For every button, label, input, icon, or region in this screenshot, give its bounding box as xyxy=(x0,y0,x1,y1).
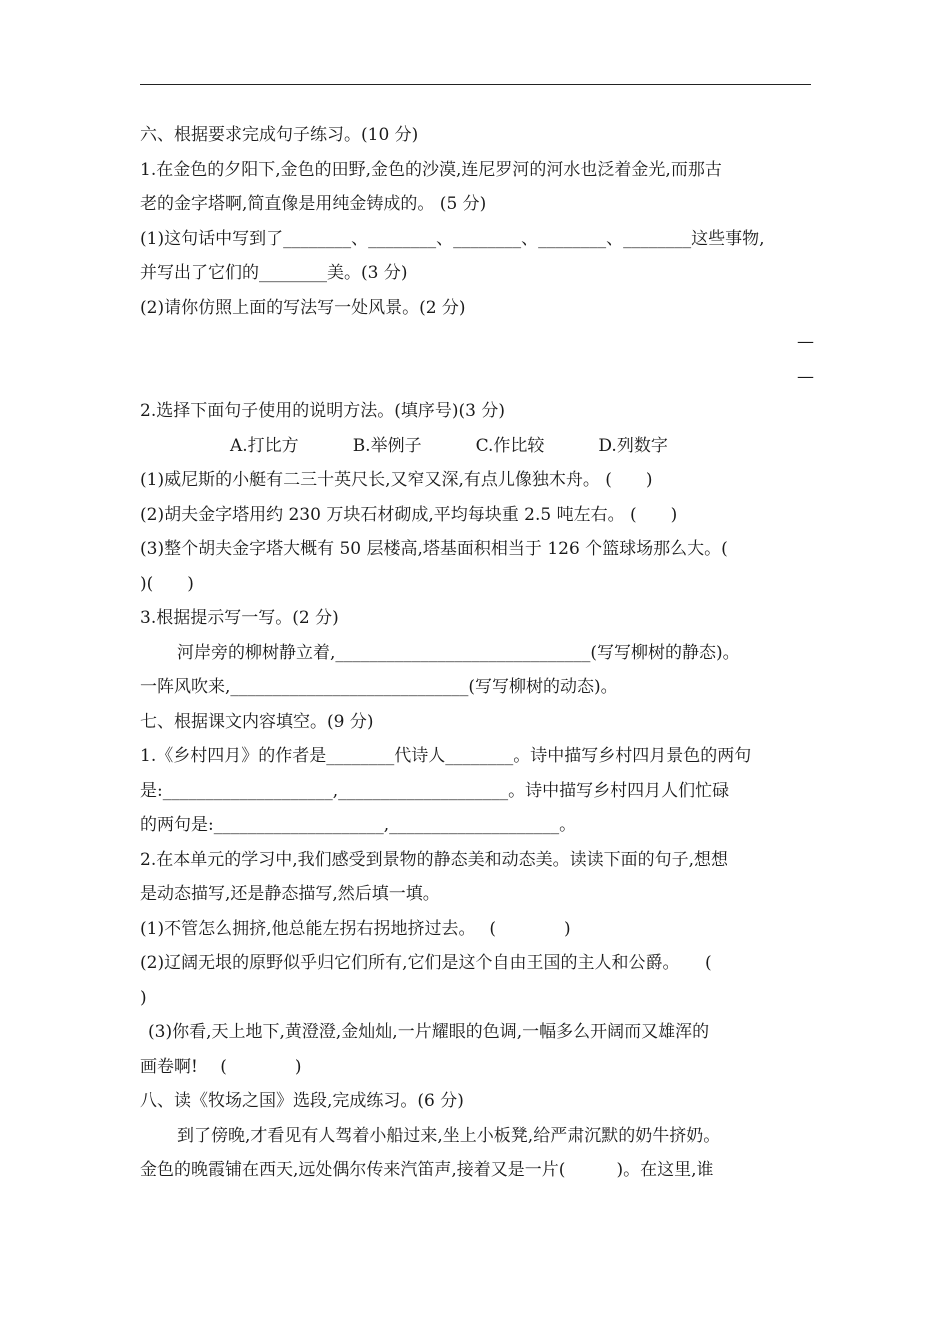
q2-item1: (1)威尼斯的小艇有二三十英尺长,又窄又深,有点儿像独木舟。 ( ) xyxy=(140,470,653,490)
option-a: A.打比方 xyxy=(230,435,299,456)
answer-blank-row-1 xyxy=(140,325,812,360)
option-b: B.举例子 xyxy=(352,435,422,456)
q2-item3-line2: )( ) xyxy=(140,573,194,594)
worksheet-body xyxy=(140,118,812,1188)
s7-q2-item2-line1: (2)辽阔无垠的原野似乎归它们所有,它们是这个自由王国的主人和公爵。 ( xyxy=(140,953,712,973)
section-7-title: 七、根据课文内容填空。(9 分) xyxy=(140,711,374,732)
option-c: C.作比较 xyxy=(475,435,545,456)
section-6-title: 六、根据要求完成句子练习。(10 分) xyxy=(140,125,419,145)
s7-q1-line1: 1.《乡村四月》的作者是________代诗人________。诗中描写乡村四月景色的两句 xyxy=(140,746,752,766)
q2-item3-line1: (3)整个胡夫金字塔大概有 50 层楼高,塔基面积相当于 126 个篮球场那么大。( xyxy=(140,539,728,559)
answer-line-end-2: — xyxy=(797,366,814,387)
s7-q1-line3: 的两句是:____________________,____________________。 xyxy=(140,815,577,835)
q2-item2: (2)胡夫金字塔用约 230 万块石材砌成,平均每块重 2.5 吨左右。 ( ) xyxy=(140,504,678,525)
s7-q2-item3-line1: (3)你看,天上地下,黄澄澄,金灿灿,一片耀眼的色调,一幅多么开阔而又雄浑的 xyxy=(148,1022,710,1042)
q1-sub2: (2)请你仿照上面的写法写一处风景。(2 分) xyxy=(140,297,466,318)
q3-title: 3.根据提示写一写。(2 分) xyxy=(140,608,339,628)
s7-q2-item1: (1)不管怎么拥挤,他总能左拐右拐地挤过去。 ( ) xyxy=(140,918,571,939)
q1-sub1-line1: (1)这句话中写到了________、________、________、________、________这些事物, xyxy=(140,228,765,249)
s7-q2-item3-line2: 画卷啊! ( ) xyxy=(140,1056,302,1077)
q1-sub1-line2: 并写出了它们的________美。(3 分) xyxy=(140,263,408,283)
s7-q2-line1: 2.在本单元的学习中,我们感受到景物的静态美和动态美。读读下面的句子,想想 xyxy=(140,849,729,870)
passage-line1: 到了傍晚,才看见有人驾着小船过来,坐上小板凳,给严肃沉默的奶牛挤奶。 xyxy=(177,1125,721,1146)
q1-text-line2: 老的金字塔啊,简直像是用纯金铸成的。 (5 分) xyxy=(140,194,487,214)
q3-line1: 河岸旁的柳树静立着,______________________________(写写柳树的静态)。 xyxy=(177,642,740,663)
q3-line2: 一阵风吹来,____________________________(写写柳树的动态)。 xyxy=(140,677,618,697)
q2-title: 2.选择下面句子使用的说明方法。(填序号)(3 分) xyxy=(140,401,505,421)
header-rule xyxy=(140,84,811,85)
s7-q2-item2-line2: ) xyxy=(140,987,147,1008)
option-d: D.列数字 xyxy=(598,435,668,456)
answer-line-end-1: — xyxy=(797,332,814,352)
answer-blank-row-2 xyxy=(140,360,812,395)
passage-line2: 金色的晚霞铺在西天,远处偶尔传来汽笛声,接着又是一片( )。在这里,谁 xyxy=(140,1160,714,1180)
section-8-title: 八、读《牧场之国》选段,完成练习。(6 分) xyxy=(140,1091,464,1111)
s7-q2-line2: 是动态描写,还是静态描写,然后填一填。 xyxy=(140,884,440,904)
s7-q1-line2: 是:____________________,____________________。诗中描写乡村四月人们忙碌 xyxy=(140,780,730,801)
q2-options xyxy=(140,429,812,464)
q1-text-line1: 1.在金色的夕阳下,金色的田野,金色的沙漠,连尼罗河的河水也泛着金光,而那古 xyxy=(140,159,722,180)
